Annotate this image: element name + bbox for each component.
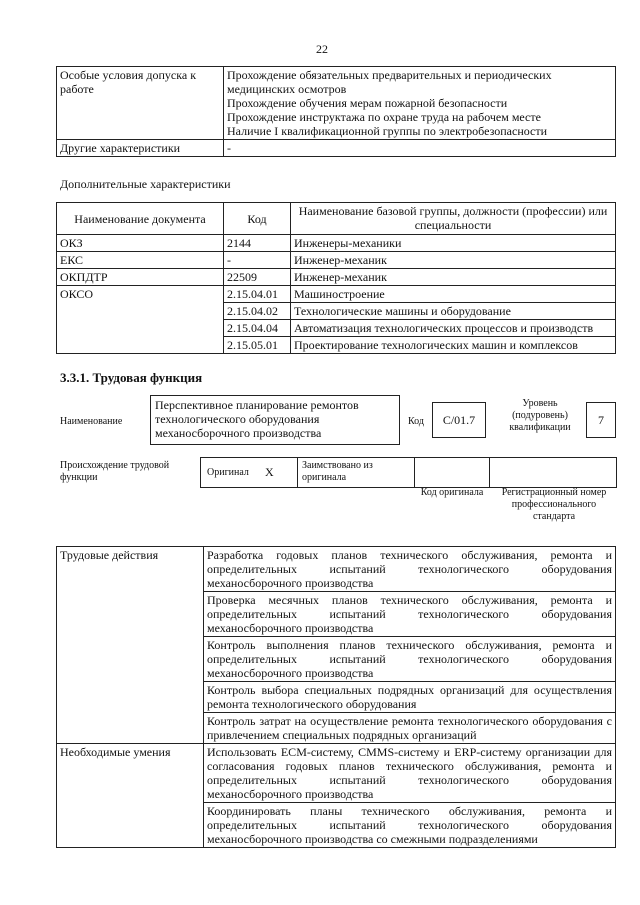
code-caption: Код оригинала xyxy=(420,487,484,498)
other-label: Другие характеристики xyxy=(57,140,224,157)
origin-code-box xyxy=(414,457,490,488)
admission-line: Прохождение инструктажа по охране труда на рабочем месте xyxy=(227,110,541,124)
code-label: Код xyxy=(408,416,424,427)
admission-conditions-table xyxy=(56,66,616,157)
name-value: Перспективное планирование ремонтов технологического оборудования механосборочного производства xyxy=(150,395,400,445)
origin-original-box xyxy=(200,457,298,488)
table-cell: Машиностроение xyxy=(291,286,616,303)
level-value: 7 xyxy=(586,402,616,438)
table-cell: Инженер-механик xyxy=(291,269,616,286)
table-cell: 2.15.04.01 xyxy=(224,286,291,303)
skill-item: Координировать планы технического обслуживания, ремонта и определительных испытаний технологического оборудования механосборочного производства со смежными подразделениями xyxy=(204,803,616,848)
table-cell: 2144 xyxy=(224,235,291,252)
skills-label: Необходимые умения xyxy=(57,744,204,848)
section-title: 3.3.1. Трудовая функция xyxy=(60,370,203,385)
table-cell: 2.15.05.01 xyxy=(224,337,291,354)
action-item: Контроль выбора специальных подрядных организаций для осуществления ремонта технологического оборудования xyxy=(204,682,616,713)
original-label: Оригинал xyxy=(207,467,249,478)
page-number: 22 xyxy=(316,42,328,56)
origin-reg-box xyxy=(489,457,617,488)
admission-line: Прохождение обучения мерам пожарной безопасности xyxy=(227,96,508,110)
table-cell: ОКЗ xyxy=(57,235,224,252)
skill-item: Использовать ECM-систему, CMMS-систему и ERP-систему организации для согласования годовых планов технического обслуживания, ремонта и определительных испытаний технологического оборудования механосборочного производства xyxy=(204,744,616,803)
actions-label: Трудовые действия xyxy=(57,547,204,744)
action-item: Разработка годовых планов технического обслуживания, ремонта и определительных испытаний технологического оборудования механосборочного производства xyxy=(204,547,616,592)
level-label: Уровень (подуровень) квалификации xyxy=(509,398,571,433)
col-header-name: Наименование базовой группы, должности (профессии) или специальности xyxy=(291,203,616,235)
table-cell: Инженеры-механики xyxy=(291,235,616,252)
reg-caption: Регистрационный номер профессионального стандарта xyxy=(501,487,607,522)
borrowed-label: Заимствовано из оригинала xyxy=(297,457,415,488)
table-cell: Проектирование технологических машин и комплексов xyxy=(291,337,616,354)
col-header-code: Код xyxy=(224,203,291,235)
table-cell: Инженер-механик xyxy=(291,252,616,269)
action-item: Проверка месячных планов технического обслуживания, ремонта и определительных испытаний технологического оборудования механосборочного производства xyxy=(204,592,616,637)
admission-values xyxy=(224,67,616,140)
code-value: C/01.7 xyxy=(432,402,486,438)
table-cell: 2.15.04.04 xyxy=(224,320,291,337)
origin-label: Происхождение трудовой функции xyxy=(60,460,170,483)
table-cell: ЕКС xyxy=(57,252,224,269)
table-cell: 22509 xyxy=(224,269,291,286)
table-cell: ОКСО xyxy=(57,286,224,354)
action-item: Контроль затрат на осуществление ремонта технологического оборудования с привлечением специальных подрядных организаций xyxy=(204,713,616,744)
col-header-doc: Наименование документа xyxy=(57,203,224,235)
admission-label: Особые условия допуска к работе xyxy=(57,67,224,140)
table-cell: Автоматизация технологических процессов и производств xyxy=(291,320,616,337)
x-mark: X xyxy=(265,465,274,479)
other-value: - xyxy=(224,140,616,157)
action-item: Контроль выполнения планов технического обслуживания, ремонта и определительных испытаний технологического оборудования механосборочного производства xyxy=(204,637,616,682)
table-cell: Технологические машины и оборудование xyxy=(291,303,616,320)
admission-line: Наличие I квалификационной группы по электробезопасности xyxy=(227,124,548,138)
table-cell: - xyxy=(224,252,291,269)
labor-functions-table xyxy=(56,546,616,848)
extra-characteristics-table xyxy=(56,202,616,354)
table-cell: ОКПДТР xyxy=(57,269,224,286)
admission-line: Прохождение обязательных предварительных и периодических медицинских осмотров xyxy=(227,68,552,96)
table-cell: 2.15.04.02 xyxy=(224,303,291,320)
name-label: Наименование xyxy=(60,416,123,427)
extra-characteristics-title: Дополнительные характеристики xyxy=(60,177,231,191)
